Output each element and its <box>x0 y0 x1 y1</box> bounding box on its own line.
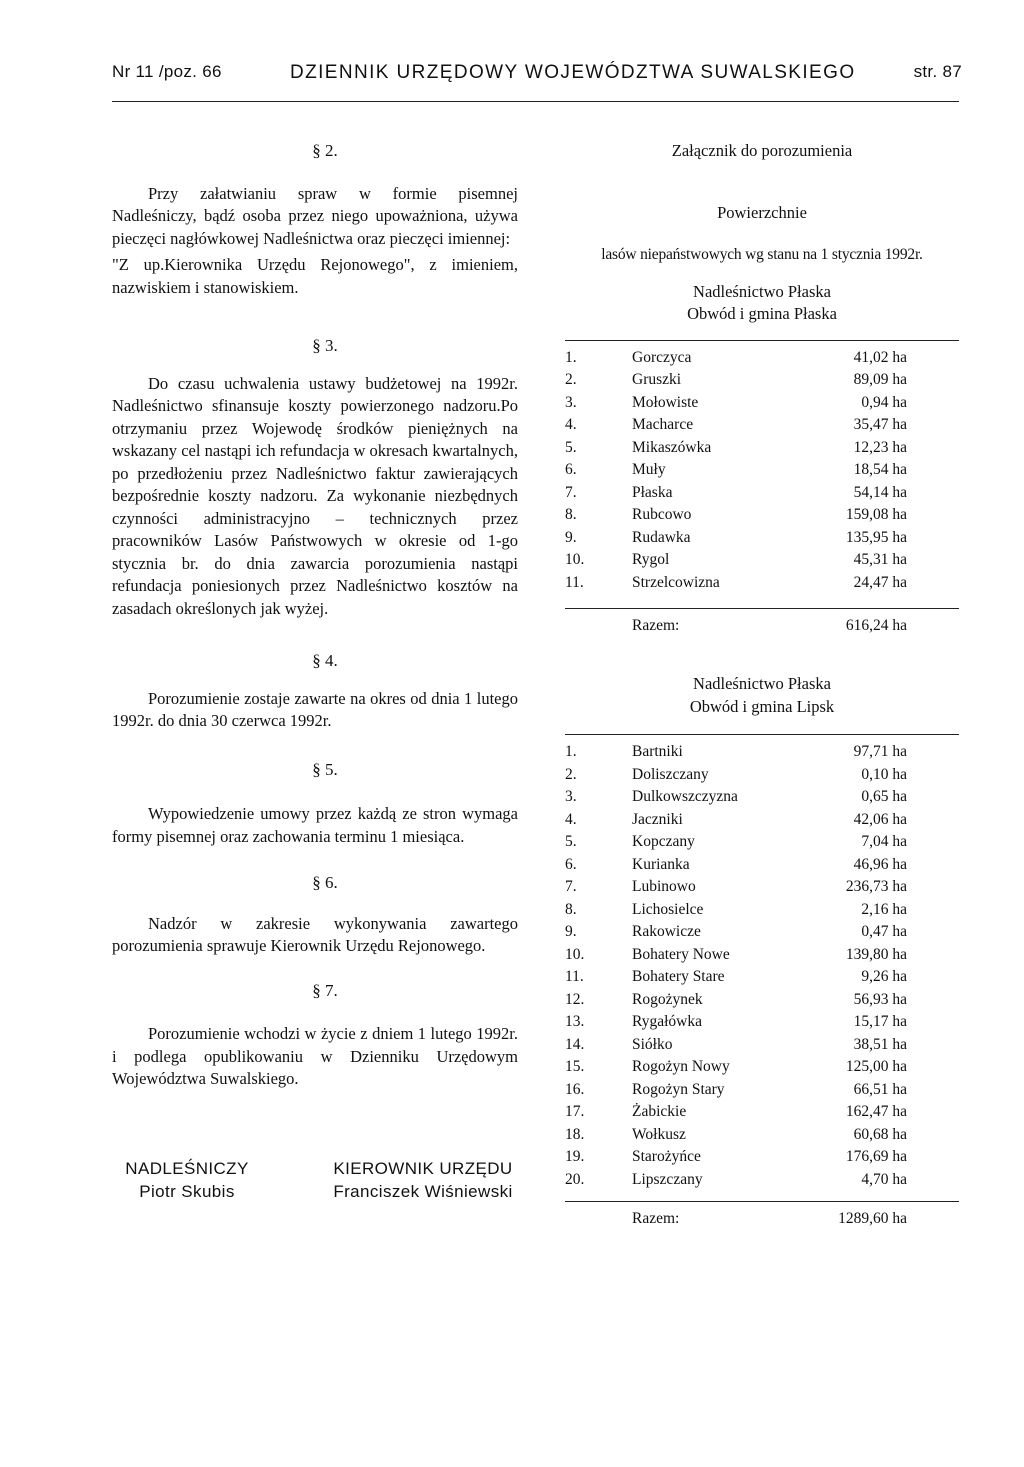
group-1-row <box>565 414 959 437</box>
locality-name: Rakowicze <box>632 923 701 940</box>
group-2-row <box>565 809 959 832</box>
row-number: 12. <box>565 990 585 1008</box>
section-7-title: § 7. <box>312 980 338 1000</box>
group-2-total-label: Razem: <box>632 1210 680 1227</box>
area-value: 139,80 ha <box>845 945 907 963</box>
section-2-paragraph-1: Przy załatwianiu spraw w formie pisemnej Nadleśniczy, bądź osoba przez niego upoważniona, używa pieczęci nagłówkowej Nadleśnictwa oraz pieczęci imiennej: <box>112 183 518 248</box>
group-2-row <box>565 786 959 809</box>
section-6-title: § 6. <box>312 873 338 892</box>
row-number: 7. <box>565 483 577 501</box>
page-header <box>112 62 962 102</box>
signature-head-of-office <box>318 1157 528 1203</box>
group-1-total-row <box>565 609 959 639</box>
locality-name: Mołowiste <box>632 393 699 411</box>
group-1-row <box>565 392 959 415</box>
row-number: 15. <box>565 1058 585 1075</box>
row-number: 11. <box>565 573 584 591</box>
area-value: 125,00 ha <box>845 1058 907 1075</box>
area-value: 15,17 ha <box>853 1013 907 1030</box>
row-number: 4. <box>565 416 577 433</box>
group-2-top-rule <box>565 734 959 735</box>
locality-name: Kopczany <box>632 833 695 850</box>
row-number: 3. <box>565 393 577 411</box>
area-value: 135,95 ha <box>845 528 907 546</box>
right-column <box>565 140 959 1232</box>
group-1-table <box>565 347 959 595</box>
locality-name: Żabickie <box>632 1103 687 1120</box>
locality-name: Bohatery Stare <box>632 968 725 985</box>
group-2-row <box>565 854 959 877</box>
group-2-row <box>565 1101 959 1124</box>
row-number: 2. <box>565 765 577 783</box>
head-of-office-name: Franciszek Wiśniewski <box>333 1182 513 1201</box>
locality-name: Macharce <box>632 416 694 433</box>
section-6-paragraph: Nadzór w zakresie wykonywania zawartego porozumienia sprawuje Kierownik Urzędu Rejonowego. <box>112 913 518 955</box>
section-4-title: § 4. <box>312 651 338 670</box>
locality-name: Starożyńce <box>632 1148 701 1165</box>
signature-forester <box>112 1157 262 1203</box>
group-1-table-body <box>565 347 959 595</box>
row-number: 6. <box>565 855 577 873</box>
area-value: 0,47 ha <box>861 923 907 940</box>
section-2-title: § 2. <box>312 141 338 160</box>
area-value: 35,47 ha <box>853 416 907 433</box>
row-number: 9. <box>565 923 577 940</box>
row-number: 14. <box>565 1035 585 1053</box>
area-value: 24,47 ha <box>853 573 907 591</box>
annex-subtitle: lasów niepaństwowych wg stanu na 1 stycznia 1992r. <box>601 246 923 263</box>
group-1-row <box>565 459 959 482</box>
row-number: 8. <box>565 506 577 523</box>
row-number: 7. <box>565 878 577 895</box>
area-value: 66,51 ha <box>853 1080 907 1098</box>
journal-title: DZIENNIK URZĘDOWY WOJEWÓDZTWA SUWALSKIEGO <box>290 62 856 83</box>
locality-name: Lipszczany <box>632 1170 703 1188</box>
group-2-row <box>565 921 959 944</box>
group-2-row <box>565 1034 959 1057</box>
group-2-total-row <box>565 1202 959 1232</box>
row-number: 5. <box>565 438 577 456</box>
group-1-top-rule <box>565 340 959 341</box>
locality-name: Płaska <box>632 483 673 501</box>
locality-name: Lichosielce <box>632 900 704 918</box>
area-value: 12,23 ha <box>853 438 907 456</box>
row-number: 9. <box>565 528 577 546</box>
group-1-row <box>565 527 959 550</box>
group-2-row <box>565 1146 959 1169</box>
section-5-title: § 5. <box>312 759 338 779</box>
row-number: 8. <box>565 900 577 918</box>
group-2-row <box>565 1056 959 1079</box>
locality-name: Rogożyn Stary <box>632 1080 725 1098</box>
locality-name: Doliszczany <box>632 765 709 783</box>
locality-name: Dulkowszczyzna <box>632 788 738 805</box>
area-value: 9,26 ha <box>861 968 907 985</box>
locality-name: Kurianka <box>632 855 690 873</box>
row-number: 18. <box>565 1125 585 1143</box>
row-number: 3. <box>565 788 577 805</box>
group-2-district: Nadleśnictwo Płaska <box>693 674 831 693</box>
locality-name: Bartniki <box>632 743 683 760</box>
locality-name: Rygałówka <box>632 1013 702 1030</box>
area-value: 41,02 ha <box>853 348 907 366</box>
group-1-row <box>565 572 959 595</box>
locality-name: Rogożyn Nowy <box>632 1058 730 1075</box>
area-value: 97,71 ha <box>853 743 907 760</box>
page-number: str. 87 <box>913 62 962 81</box>
locality-name: Lubinowo <box>632 878 696 895</box>
group-2-row <box>565 899 959 922</box>
row-number: 4. <box>565 810 577 828</box>
locality-name: Siółko <box>632 1035 673 1053</box>
row-number: 17. <box>565 1103 585 1120</box>
group-2-row <box>565 1124 959 1147</box>
group-2-row <box>565 989 959 1012</box>
locality-name: Gorczyca <box>632 348 692 366</box>
group-1-total-table <box>565 609 959 639</box>
locality-name: Gruszki <box>632 371 682 388</box>
section-7-paragraph: Porozumienie wchodzi w życie z dniem 1 lutego 1992r. i podlega opublikowaniu w Dzienniku Urzędowym Województwa Suwalskiego. <box>112 1024 518 1088</box>
area-value: 18,54 ha <box>853 461 907 478</box>
group-1-row <box>565 369 959 392</box>
group-2-row <box>565 741 959 764</box>
group-1-total-label: Razem: <box>632 617 680 634</box>
locality-name: Mikaszówka <box>632 438 712 456</box>
group-1-row <box>565 437 959 460</box>
group-2-total-table <box>565 1202 959 1232</box>
group-2-table <box>565 741 959 1191</box>
area-value: 7,04 ha <box>861 833 907 850</box>
group-1-commune: Obwód i gmina Płaska <box>687 304 837 323</box>
area-value: 45,31 ha <box>853 551 907 568</box>
area-value: 46,96 ha <box>853 855 907 873</box>
group-2-table-body <box>565 741 959 1191</box>
row-number: 1. <box>565 743 577 760</box>
row-number: 10. <box>565 945 585 963</box>
group-2-row <box>565 1079 959 1102</box>
area-value: 54,14 ha <box>853 483 907 501</box>
forester-role: NADLEŚNICZY <box>125 1159 249 1178</box>
area-value: 176,69 ha <box>845 1148 907 1165</box>
row-number: 6. <box>565 461 577 478</box>
annex-title: Załącznik do porozumienia <box>671 141 853 160</box>
issue-number: Nr 11 /poz. 66 <box>112 62 222 81</box>
header-divider <box>112 101 959 102</box>
section-3-title: § 3. <box>312 336 338 355</box>
area-value: 4,70 ha <box>861 1170 907 1188</box>
area-value: 42,06 ha <box>853 810 907 828</box>
row-number: 13. <box>565 1013 585 1030</box>
locality-name: Jaczniki <box>632 810 683 828</box>
area-value: 0,65 ha <box>861 788 907 805</box>
group-1-row <box>565 549 959 572</box>
locality-name: Muły <box>632 461 666 478</box>
group-2-row <box>565 944 959 967</box>
left-column <box>112 140 518 1091</box>
group-1-row <box>565 482 959 505</box>
area-value: 2,16 ha <box>861 900 907 918</box>
locality-name: Bohatery Nowe <box>632 945 730 963</box>
group-2-row <box>565 831 959 854</box>
area-value: 159,08 ha <box>845 506 907 523</box>
group-2-row <box>565 1169 959 1192</box>
group-1-row <box>565 504 959 527</box>
row-number: 5. <box>565 833 577 850</box>
area-value: 89,09 ha <box>853 371 907 388</box>
row-number: 16. <box>565 1080 585 1098</box>
row-number: 20. <box>565 1170 585 1188</box>
section-3-paragraph: Do czasu uchwalenia ustawy budżetowej na 1992r. Nadleśnictwo sfinansuje koszty powierzonego nadzoru.Po otrzymaniu przez Wojewodę środków pieniężnych na wskazany cel nastąpi ich refundacja w okresach kwartalnych, po przedłożeniu przez Nadleśnictwo faktur zawierających bezpośrednie koszty nadzoru. Za wykonanie niezbędnych czynności administracyjno – technicznych przez pracowników Lasów Państwowych w okresie od 1-go stycznia br. do dnia zawarcia porozumienia nastąpi refundacja poniesionych przez Nadleśnictwo kosztów na zasadach określonych jak wyżej. <box>112 373 518 618</box>
section-5-paragraph: Wypowiedzenie umowy przez każdą ze stron wymaga formy pisemnej oraz zachowania terminu 1 miesiąca. <box>112 804 518 846</box>
area-value: 162,47 ha <box>845 1103 907 1120</box>
section-2-paragraph-2: "Z up.Kierownika Urzędu Rejonowego", z imieniem, nazwiskiem i stanowiskiem. <box>112 255 518 297</box>
group-2-row <box>565 876 959 899</box>
locality-name: Rogożynek <box>632 990 703 1008</box>
group-2-row <box>565 1011 959 1034</box>
row-number: 19. <box>565 1148 585 1165</box>
group-1-district: Nadleśnictwo Płaska <box>693 281 831 301</box>
locality-name: Rygol <box>632 551 670 568</box>
row-number: 10. <box>565 551 585 568</box>
locality-name: Strzelcowizna <box>632 573 720 591</box>
group-2-row <box>565 764 959 787</box>
locality-name: Rubcowo <box>632 506 692 523</box>
annex-heading: Powierzchnie <box>717 202 807 222</box>
row-number: 1. <box>565 348 577 366</box>
section-4-paragraph: Porozumienie zostaje zawarte na okres od dnia 1 lutego 1992r. do dnia 30 czerwca 1992r. <box>112 688 518 730</box>
group-2-row <box>565 966 959 989</box>
area-value: 0,10 ha <box>861 765 907 783</box>
locality-name: Rudawka <box>632 528 691 546</box>
head-of-office-role: KIEROWNIK URZĘDU <box>333 1159 513 1178</box>
area-value: 56,93 ha <box>853 990 907 1008</box>
group-1-total-value: 616,24 ha <box>845 617 907 634</box>
forester-name: Piotr Skubis <box>139 1182 235 1201</box>
row-number: 2. <box>565 371 577 388</box>
area-value: 60,68 ha <box>853 1125 907 1143</box>
group-2-commune: Obwód i gmina Lipsk <box>689 696 835 716</box>
area-value: 38,51 ha <box>853 1035 907 1053</box>
area-value: 0,94 ha <box>861 393 907 411</box>
group-2-total-value: 1289,60 ha <box>838 1210 907 1227</box>
area-value: 236,73 ha <box>845 878 907 895</box>
group-1-row <box>565 347 959 370</box>
row-number: 11. <box>565 968 584 985</box>
locality-name: Wołkusz <box>632 1125 686 1143</box>
